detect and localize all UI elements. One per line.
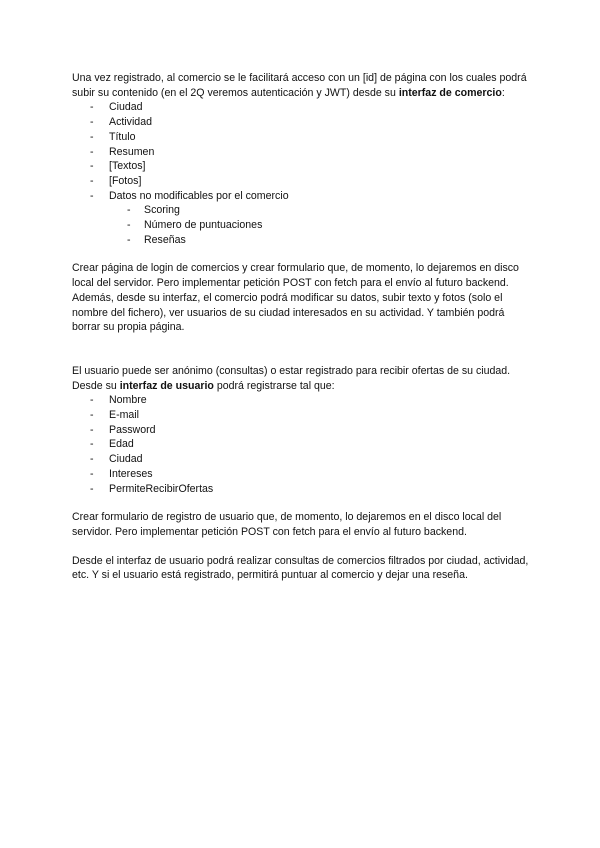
list-item: - [Textos] <box>72 159 532 174</box>
comercio-login-paragraph: Crear página de login de comercios y crear formulario que, de momento, lo dejaremos en disco local del servidor. Pero implementar petición POST con fetch para el envío al futuro backend. <box>72 262 519 290</box>
list-item: - Título <box>72 130 532 145</box>
comercio-fields-list <box>72 100 532 203</box>
comercio-intro-paragraph <box>72 71 532 100</box>
comercio-intro-text: Una vez registrado, al comercio se le facilitará acceso con un [id] de página con los cuales podrá subir su contenido (en el 2Q veremos autenticación y JWT) desde su <box>72 72 527 99</box>
document-body <box>72 71 532 583</box>
comercio-interface-term: interfaz de comercio <box>398 86 502 99</box>
list-item: - [Fotos] <box>72 174 532 189</box>
non-editable-fields-list <box>72 203 532 247</box>
usuario-intro-end: podrá registrarse tal que: <box>213 379 335 392</box>
usuario-query-paragraph: Desde el interfaz de usuario podrá realizar consultas de comercios filtrados por ciudad, actividad, etc. Y si el usuario está registrado, permitirá puntuar al comercio y dejar una reseña. <box>72 554 529 582</box>
spacer <box>72 540 532 554</box>
list-item: - Nombre <box>72 393 532 408</box>
comercio-intro-colon: : <box>501 86 505 99</box>
usuario-intro-paragraph <box>72 364 532 393</box>
spacer <box>72 496 532 510</box>
list-item: - Reseñas <box>72 233 532 248</box>
list-item: - Intereses <box>72 467 532 482</box>
usuario-interface-term: interfaz de usuario <box>119 379 214 392</box>
list-item: - E-mail <box>72 408 532 423</box>
list-item: - Actividad <box>72 115 532 130</box>
list-item: - Número de puntuaciones <box>72 218 532 233</box>
comercio-interface-paragraph: Además, desde su interfaz, el comercio podrá modificar su datos, subir texto y fotos (solo el nombre del fichero), ver usuarios de su ciudad interesados en su actividad. Y también podrá borrar su propia página. <box>72 291 505 334</box>
list-item: - Password <box>72 423 532 438</box>
list-item: - Scoring <box>72 203 532 218</box>
usuario-intro-text: El usuario puede ser anónimo (consultas) o estar registrado para recibir ofertas de su ciudad. Desde su <box>72 364 511 392</box>
spacer <box>72 335 532 364</box>
usuario-fields-list <box>72 393 532 496</box>
list-item: - Edad <box>72 437 532 452</box>
list-item: - Datos no modificables por el comercio <box>72 189 532 204</box>
list-item: - Ciudad <box>72 452 532 467</box>
list-item: - Ciudad <box>72 100 532 115</box>
spacer <box>72 247 532 261</box>
usuario-register-paragraph: Crear formulario de registro de usuario que, de momento, lo dejaremos en el disco local del servidor. Pero implementar petición POST con fetch para el envío al futuro backend. <box>72 511 502 538</box>
list-item: - Resumen <box>72 145 532 160</box>
list-item: - PermiteRecibirOfertas <box>72 482 532 497</box>
